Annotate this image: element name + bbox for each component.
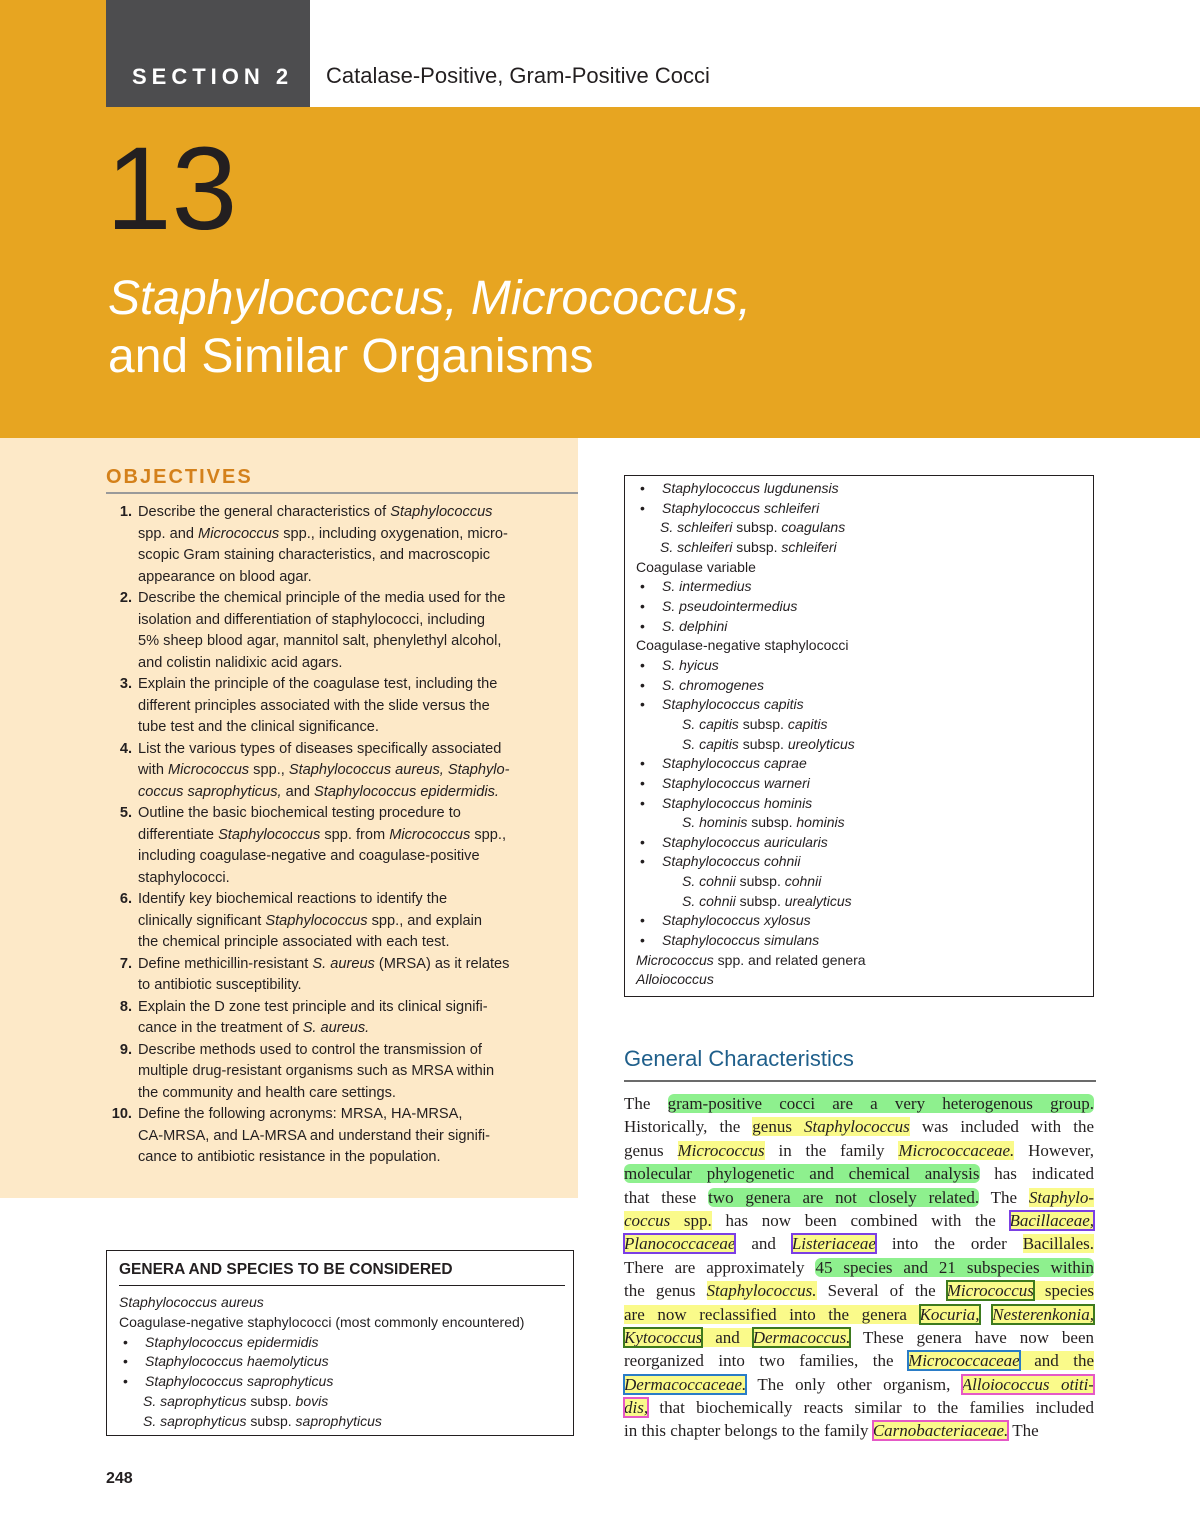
text-run: two genera are not closely related.: [708, 1187, 980, 1207]
text-run: S. hyicus: [662, 656, 719, 673]
paragraph-line: [624, 1279, 1094, 1302]
objective-number: 8.: [119, 998, 132, 1015]
text-run: subsp.: [747, 814, 797, 831]
text-run: Micrococcus: [168, 762, 250, 778]
section-title-bar: [310, 0, 1200, 107]
text-run: The: [624, 1094, 668, 1113]
text-run: urealyticus: [784, 892, 852, 909]
objective-item: [106, 588, 564, 674]
objective-line: [138, 524, 564, 546]
paragraph-line: [624, 1303, 1094, 1326]
text-run: scopic Gram staining characteristics, and macroscopic: [138, 547, 491, 563]
text-run: coagulans: [781, 519, 846, 536]
text-run: subsp.: [246, 1412, 296, 1429]
text-run: ureolyticus: [787, 735, 855, 752]
species-bullet-item: [119, 1333, 524, 1353]
text-run: Kytococcus: [624, 1327, 703, 1347]
species-bullet-item: [636, 656, 866, 676]
text-run: and colistin nalidixic acid agars.: [138, 654, 343, 671]
text-run: However,: [1014, 1140, 1094, 1160]
text-run: molecular phylogenetic and chemical analysis: [624, 1164, 980, 1184]
text-run: spp.: [670, 1210, 712, 1230]
objective-number: 9.: [119, 1041, 132, 1058]
objective-item: [106, 954, 564, 997]
paragraph-line: [624, 1209, 1094, 1232]
objectives-list: [106, 502, 564, 1169]
text-run: Outline the basic biochemical testing procedure to: [138, 805, 461, 821]
text-run: multiple drug-resistant organisms such as MRSA within: [138, 1063, 495, 1079]
text-run: Identify key biochemical reactions to identify the: [138, 891, 448, 907]
species-line: [636, 715, 866, 735]
text-run: and the: [1019, 1351, 1094, 1371]
objective-item: [106, 1040, 564, 1105]
text-run: Staphylococcus: [390, 504, 493, 520]
objective-item: [106, 502, 564, 588]
general-characteristics-divider: [624, 1080, 1096, 1082]
text-run: Micrococcus: [946, 1281, 1034, 1301]
text-run: Micrococcus: [677, 1140, 765, 1160]
species-line: [636, 735, 866, 755]
text-run: Coagulase-negative staphylococci (most commonly encountered): [119, 1313, 525, 1330]
text-run: Carnobacteriaceae.: [872, 1421, 1009, 1441]
genera-box-heading: GENERA AND SPECIES TO BE CONSIDERED: [119, 1261, 453, 1278]
objective-line: [138, 803, 564, 825]
text-run: spp.,: [249, 762, 289, 778]
genera-species-list: [119, 1293, 524, 1432]
text-run: in the family: [764, 1140, 899, 1160]
text-run: Staphylococcus epidermidis: [145, 1333, 319, 1350]
species-bullet-item: [636, 577, 866, 597]
text-run: Coagulase variable: [636, 558, 756, 575]
species-line: [119, 1293, 524, 1313]
text-run: Staphylococcus xylosus: [662, 912, 811, 929]
text-run: Describe the chemical principle of the media used for the: [138, 590, 506, 606]
text-run: subsp.: [738, 735, 788, 752]
species-bullet-item: [636, 833, 866, 853]
species-line: [636, 636, 866, 656]
text-run: Dermacoccus.: [752, 1327, 851, 1347]
paragraph-line: [624, 1139, 1094, 1162]
objective-line: [138, 567, 564, 589]
text-run: S. hominis: [682, 814, 748, 831]
species-bullet-item: [636, 499, 866, 519]
text-run: 5% sheep blood agar, mannitol salt, phenylethyl alcohol,: [138, 633, 502, 649]
text-run: appearance on blood agar.: [138, 568, 312, 585]
objective-line: [138, 717, 564, 739]
species-bullet-item: [119, 1372, 524, 1392]
species-bullet-item: [636, 931, 866, 951]
text-run: including coagulase-negative and coagulase-positive: [138, 848, 480, 864]
species-bullet-item: [636, 774, 866, 794]
text-run: Staphylococcus hominis: [662, 794, 813, 811]
section-tab: [106, 0, 310, 107]
text-run: Micrococcus: [389, 826, 471, 843]
chapter-number: 13: [106, 123, 238, 255]
paragraph-line: [624, 1186, 1094, 1209]
species-line: [636, 518, 866, 538]
objective-item: [106, 803, 564, 889]
text-run: subsp.: [732, 538, 782, 555]
objective-line: [138, 545, 564, 567]
text-run: spp.,: [470, 826, 507, 843]
text-run: Staphylococcus schleiferi: [662, 499, 820, 516]
species-line: [636, 538, 866, 558]
text-run: in this chapter belongs to the family: [624, 1421, 873, 1441]
text-run: [980, 1305, 993, 1324]
page-number: 248: [106, 1470, 133, 1487]
species-bullet-item: [636, 597, 866, 617]
objective-line: [138, 696, 564, 718]
objective-item: [106, 1104, 564, 1169]
text-run: and: [702, 1327, 753, 1347]
text-run: subsp.: [735, 873, 785, 890]
text-run: Alloiococcus otiti-: [961, 1374, 1094, 1394]
text-run: coccus saprophyticus,: [138, 783, 282, 800]
text-run: Staphylo-: [1028, 1187, 1095, 1207]
chapter-title: [108, 270, 751, 386]
text-run: Define methicillin-resistant: [138, 955, 313, 972]
text-run: Micrococcaceae: [908, 1351, 1020, 1371]
section-title: Catalase-Positive, Gram-Positive Cocci: [326, 63, 710, 88]
objective-line: [138, 502, 564, 524]
text-run: S. saprophyticus: [143, 1412, 247, 1429]
genera-species-box: [106, 1250, 574, 1436]
text-run: clinically significant: [138, 912, 266, 929]
text-run: genus: [752, 1117, 805, 1137]
species-bullet-item: [636, 911, 866, 931]
text-run: Listeriaceae: [791, 1234, 876, 1254]
text-run: Coagulase-negative staphylococci: [636, 637, 849, 654]
objective-line: [138, 674, 564, 696]
objective-number: 4.: [119, 740, 132, 757]
objective-line: [138, 846, 564, 868]
text-run: subsp.: [732, 519, 782, 536]
text-run: Staphylococcus: [265, 912, 368, 929]
objective-line: [138, 610, 564, 632]
text-run: gram-positive cocci are a very heterogenous group.: [667, 1094, 1094, 1113]
objective-number: 10.: [111, 1106, 132, 1122]
species-line: [636, 558, 866, 578]
text-run: staphylococci.: [138, 869, 230, 886]
paragraph-line: [624, 1162, 1094, 1185]
text-run: S. capitis: [682, 715, 739, 732]
text-run: 45 species and 21 subspecies within: [815, 1257, 1094, 1277]
objective-line: [138, 588, 564, 610]
text-run: hominis: [796, 814, 845, 831]
text-run: with: [138, 762, 169, 778]
text-run: dis,: [624, 1398, 649, 1418]
text-run: Staphylococcus: [804, 1117, 910, 1137]
text-run: Staphylococcus caprae: [662, 755, 807, 772]
objective-number: 6.: [119, 891, 132, 907]
text-run: S. saprophyticus: [143, 1392, 247, 1409]
species-line: [119, 1313, 524, 1333]
objective-line: [138, 739, 564, 761]
text-run: subsp.: [735, 892, 785, 909]
objective-number: 3.: [119, 676, 132, 692]
text-run: and: [281, 783, 315, 800]
objective-line: [138, 1147, 564, 1169]
objective-line: [138, 954, 564, 976]
species-line: [636, 892, 866, 912]
text-run: Planococcaceae: [624, 1234, 736, 1254]
text-run: cohnii: [784, 873, 822, 890]
text-run: the community and health care settings.: [138, 1084, 396, 1101]
paragraph-line: [624, 1232, 1094, 1255]
text-run: Staphylococcus warneri: [662, 774, 810, 791]
objective-line: [138, 760, 564, 782]
text-run: was included with the: [909, 1117, 1094, 1137]
paragraph-line: [624, 1419, 1094, 1442]
objective-line: [138, 911, 564, 933]
text-run: There are approximately: [624, 1257, 816, 1277]
species-continued-list: [636, 479, 866, 990]
text-run: into the order: [875, 1234, 1023, 1254]
text-run: that these: [624, 1187, 709, 1207]
objective-item: [106, 739, 564, 804]
objective-number: 7.: [119, 955, 132, 972]
species-line: [636, 970, 866, 990]
objective-item: [106, 889, 564, 954]
species-line: [636, 813, 866, 833]
text-run: Define the following acronyms: MRSA, HA-MRSA,: [138, 1106, 463, 1122]
objective-line: [138, 868, 564, 890]
text-run: (MRSA) as it relates: [374, 955, 510, 972]
text-run: The: [1008, 1421, 1039, 1441]
text-run: Micrococcus: [636, 951, 714, 968]
species-bullet-item: [636, 754, 866, 774]
text-run: are now reclassified into the genera: [624, 1304, 920, 1324]
general-characteristics-body: [624, 1092, 1094, 1443]
paragraph-line: [624, 1396, 1094, 1419]
objective-line: [138, 1126, 564, 1148]
text-run: S. cohnii: [682, 892, 736, 909]
species-bullet-item: [636, 852, 866, 872]
text-run: schleiferi: [781, 538, 837, 555]
objective-line: [138, 782, 564, 804]
objective-line: [138, 653, 564, 675]
text-run: cance in the treatment of: [138, 1020, 303, 1036]
text-run: that biochemically reacts similar to the families included: [648, 1398, 1094, 1418]
text-run: Staphylococcus cohnii: [662, 853, 801, 870]
text-run: subsp.: [246, 1392, 296, 1409]
objective-number: 5.: [119, 805, 132, 821]
objectives-heading: OBJECTIVES: [106, 466, 253, 488]
objective-line: [138, 825, 564, 847]
text-run: bovis: [295, 1392, 329, 1409]
paragraph-line: [624, 1092, 1094, 1115]
species-continued-box: [624, 475, 1094, 997]
objective-line: [138, 1104, 564, 1126]
text-run: Explain the principle of the coagulase test, including the: [138, 676, 498, 692]
section-label: SECTION 2: [132, 64, 294, 89]
text-run: Staphylococcus aureus: [119, 1294, 264, 1310]
text-run: isolation and differentiation of staphylococci, including: [138, 611, 485, 628]
text-run: Bacillales.: [1022, 1234, 1094, 1254]
text-run: capitis: [787, 715, 828, 732]
objective-line: [138, 1018, 564, 1040]
paragraph-line: [624, 1326, 1094, 1349]
text-run: Explain the D zone test principle and its clinical signifi-: [138, 998, 488, 1015]
objective-line: [138, 631, 564, 653]
text-run: spp., including oxygenation, micro-: [279, 525, 508, 542]
paragraph-line: [624, 1349, 1094, 1372]
objective-line: [138, 889, 564, 911]
text-run: Staphylococcus auricularis: [662, 833, 828, 850]
objective-number: 1.: [119, 504, 132, 520]
text-run: spp. and: [138, 525, 199, 542]
text-run: Dermacoccaceae.: [624, 1374, 747, 1394]
text-run: differentiate: [138, 826, 219, 843]
species-bullet-item: [636, 695, 866, 715]
objective-line: [138, 975, 564, 997]
species-line: [119, 1412, 524, 1432]
text-run: different principles associated with the slide versus the: [138, 697, 490, 714]
text-run: the genus: [624, 1281, 707, 1301]
species-bullet-item: [636, 794, 866, 814]
paragraph-line: [624, 1256, 1094, 1279]
general-characteristics-heading: General Characteristics: [624, 1046, 854, 1071]
text-run: S. schleiferi: [660, 519, 733, 536]
species-line: [636, 951, 866, 971]
text-run: Micrococcus: [198, 525, 280, 542]
text-run: has indicated: [979, 1164, 1094, 1184]
text-run: has now been combined with the: [711, 1210, 1010, 1230]
objective-number: 2.: [119, 590, 132, 606]
text-run: S. capitis: [682, 735, 739, 752]
text-run: Staphylococcus aureus, Staphylo-: [288, 762, 510, 778]
text-run: The: [979, 1187, 1029, 1207]
text-run: Alloiococcus: [636, 971, 714, 988]
objective-line: [138, 997, 564, 1019]
objective-line: [138, 1083, 564, 1105]
text-run: reorganized into two families, the: [624, 1351, 909, 1371]
text-run: Describe the general characteristics of: [138, 504, 391, 520]
objective-item: [106, 674, 564, 739]
text-run: S. chromogenes: [662, 676, 764, 693]
text-run: S. aureus.: [302, 1020, 370, 1036]
objective-line: [138, 1061, 564, 1083]
text-run: CA-MRSA, and LA-MRSA and understand their signifi-: [138, 1127, 491, 1144]
text-run: spp., and explain: [367, 912, 482, 929]
text-run: List the various types of diseases specifically associated: [138, 740, 502, 757]
text-run: genus: [624, 1140, 678, 1160]
objectives-divider: [106, 492, 578, 494]
text-run: Staphylococcus simulans: [662, 932, 820, 949]
text-run: spp. and related genera: [713, 951, 866, 968]
objective-line: [138, 932, 564, 954]
paragraph-line: [624, 1115, 1094, 1138]
text-run: S. aureus: [312, 955, 375, 972]
text-run: Micrococcaceae.: [898, 1140, 1015, 1160]
text-run: S. pseudointermedius: [662, 597, 798, 614]
text-run: S. schleiferi: [660, 538, 733, 555]
text-run: These genera have now been: [850, 1327, 1094, 1347]
species-line: [636, 872, 866, 892]
objective-line: [138, 1040, 564, 1062]
text-run: subsp.: [738, 715, 788, 732]
text-run: Staphylococcus epidermidis.: [314, 783, 499, 800]
species-bullet-item: [636, 479, 866, 499]
objective-item: [106, 997, 564, 1040]
text-run: coccus: [624, 1210, 671, 1230]
text-run: Staphylococcus lugdunensis: [662, 480, 839, 496]
text-run: S. intermedius: [662, 578, 752, 595]
text-run: the chemical principle associated with each test.: [138, 934, 450, 950]
text-run: Staphylococcus.: [706, 1281, 817, 1301]
paragraph-line: [624, 1373, 1094, 1396]
text-run: Historically, the: [624, 1117, 753, 1137]
text-run: Bacillaceae,: [1009, 1210, 1094, 1230]
text-run: Staphylococcus saprophyticus: [145, 1373, 334, 1390]
text-run: saprophyticus: [295, 1412, 382, 1429]
species-bullet-item: [636, 676, 866, 696]
text-run: tube test and the clinical significance.: [138, 719, 379, 735]
text-run: The only other organism,: [746, 1374, 962, 1394]
text-run: Staphylococcus capitis: [662, 696, 804, 713]
text-run: S. cohnii: [682, 873, 736, 890]
text-run: species: [1033, 1281, 1095, 1301]
text-run: to antibiotic susceptibility.: [138, 977, 302, 993]
chapter-title-line-2: and Similar Organisms: [108, 330, 594, 383]
text-run: Nesterenkonia,: [992, 1304, 1094, 1324]
text-run: Staphylococcus haemolyticus: [145, 1353, 329, 1370]
genera-box-divider: [119, 1285, 565, 1286]
species-bullet-item: [119, 1352, 524, 1372]
text-run: spp. from: [320, 826, 390, 843]
species-bullet-item: [636, 617, 866, 637]
text-run: Staphylococcus: [218, 826, 321, 843]
text-run: cance to antibiotic resistance in the population.: [138, 1149, 441, 1165]
text-run: and: [735, 1234, 792, 1254]
text-run: Several of the: [816, 1281, 947, 1301]
text-run: Kocuria,: [919, 1304, 980, 1324]
chapter-title-line-1: Staphylococcus, Micrococcus,: [108, 272, 751, 325]
species-line: [119, 1392, 524, 1412]
text-run: Describe methods used to control the transmission of: [138, 1041, 482, 1058]
text-run: S. delphini: [662, 617, 728, 634]
